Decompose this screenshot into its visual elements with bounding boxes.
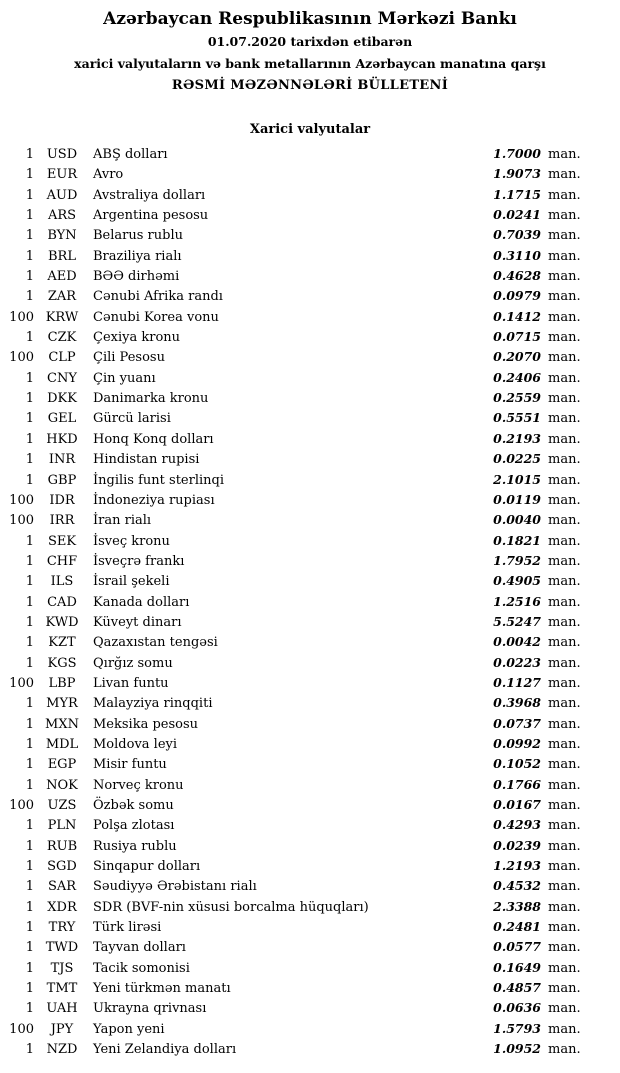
rate-value: 0.0225 <box>493 451 541 467</box>
currency-code: AED <box>47 269 77 285</box>
rate-value: 0.3110 <box>493 247 541 263</box>
currency-code: HKD <box>46 431 78 447</box>
currency-code: LBP <box>48 675 76 691</box>
quantity: 1 <box>25 879 34 895</box>
rate-value: 0.1766 <box>493 776 541 792</box>
quantity: 1 <box>25 655 34 671</box>
unit-label: man. <box>548 736 581 752</box>
unit-label: man. <box>548 187 581 203</box>
currency-code: INR <box>48 452 76 468</box>
unit-label: man. <box>548 696 581 712</box>
rate-value: 0.1052 <box>493 756 541 772</box>
unit-label: man. <box>548 1042 581 1058</box>
unit-label: man. <box>548 513 581 529</box>
bank-name: Azərbaycan Respublikasının Mərkəzi Bankı <box>103 9 517 29</box>
currency-code: ARS <box>47 208 77 224</box>
quantity: 1 <box>25 981 34 997</box>
rate-row <box>0 876 584 896</box>
unit-label: man. <box>548 574 581 590</box>
rate-row <box>0 653 584 673</box>
currency-name: İsveçrə frankı <box>93 553 185 569</box>
rate-row <box>0 144 584 164</box>
unit-label: man. <box>548 1001 581 1017</box>
currency-code: ILS <box>50 574 74 590</box>
currency-name: Kanada dolları <box>93 594 190 610</box>
currency-code: SEK <box>47 533 77 549</box>
rate-row <box>0 205 584 225</box>
rate-value: 1.7000 <box>493 146 541 161</box>
rate-value: 1.1715 <box>493 186 541 202</box>
rate-row <box>0 815 584 835</box>
rate-row <box>0 164 584 184</box>
currency-code: AUD <box>46 187 78 203</box>
currency-name: Tacik somonisi <box>93 960 190 976</box>
quantity: 1 <box>25 330 34 346</box>
unit-label: man. <box>548 614 581 630</box>
rate-value: 0.0241 <box>493 207 541 223</box>
quantity: 1 <box>25 431 34 447</box>
rate-value: 0.0577 <box>493 939 541 955</box>
currency-code: CAD <box>47 594 77 610</box>
currency-name: Yapon yeni <box>93 1021 165 1037</box>
rate-value: 0.4857 <box>493 980 541 996</box>
unit-label: man. <box>548 411 581 427</box>
effective-date-line: 01.07.2020 tarixdən etibarən <box>207 34 413 49</box>
quantity: 1 <box>25 228 34 244</box>
currency-name: BƏƏ dirhəmi <box>93 269 180 285</box>
rate-row <box>0 937 584 957</box>
quantity: 1 <box>25 1001 34 1017</box>
rate-row <box>0 510 584 530</box>
unit-label: man. <box>548 675 581 691</box>
rate-value: 0.1821 <box>493 532 541 548</box>
currency-code: CHF <box>46 553 78 569</box>
currency-code: KGS <box>47 655 77 671</box>
currency-code: TWD <box>45 940 79 956</box>
quantity: 100 <box>9 350 34 366</box>
unit-label: man. <box>548 350 581 366</box>
quantity: 1 <box>25 859 34 875</box>
rate-row <box>0 958 584 978</box>
quantity: 1 <box>25 452 34 468</box>
rate-row <box>0 734 584 754</box>
quantity: 1 <box>25 187 34 203</box>
currency-name: Ukrayna qrivnası <box>93 1001 207 1017</box>
rate-row <box>0 286 584 306</box>
rate-row <box>0 307 584 327</box>
rate-row <box>0 449 584 469</box>
unit-label: man. <box>548 920 581 936</box>
quantity: 1 <box>25 940 34 956</box>
unit-label: man. <box>548 452 581 468</box>
rate-row <box>0 551 584 571</box>
currency-code: USD <box>46 147 78 162</box>
currency-code: SGD <box>47 859 77 875</box>
rate-value: 0.1127 <box>493 674 541 690</box>
rate-value: 0.5551 <box>493 410 541 426</box>
rate-row <box>0 836 584 856</box>
unit-label: man. <box>548 940 581 956</box>
rate-value: 0.4532 <box>493 878 541 894</box>
currency-code: JPY <box>50 1021 74 1037</box>
rate-row <box>0 347 584 367</box>
unit-label: man. <box>548 981 581 997</box>
rate-value: 1.2516 <box>493 593 541 609</box>
quantity: 1 <box>25 1042 34 1058</box>
rate-value: 0.3968 <box>493 695 541 711</box>
rate-row <box>0 531 584 551</box>
quantity: 1 <box>25 960 34 976</box>
quantity: 1 <box>25 777 34 793</box>
currency-name: Danimarka kronu <box>93 391 209 407</box>
currency-name: ABŞ dolları <box>93 147 168 162</box>
rate-row <box>0 897 584 917</box>
unit-label: man. <box>548 289 581 305</box>
rate-row <box>0 917 584 937</box>
unit-label: man. <box>548 309 581 325</box>
quantity: 1 <box>25 716 34 732</box>
unit-label: man. <box>548 635 581 651</box>
rate-value: 0.2406 <box>493 369 541 385</box>
rate-value: 0.0239 <box>493 837 541 853</box>
currency-name: İran rialı <box>93 513 152 529</box>
currency-code: UZS <box>47 798 77 813</box>
quantity: 100 <box>9 309 34 325</box>
currency-name: Yeni türkmən manatı <box>93 981 231 997</box>
unit-label: man. <box>548 798 581 813</box>
unit-label: man. <box>548 879 581 895</box>
rate-row <box>0 714 584 734</box>
quantity: 100 <box>9 675 34 691</box>
rate-row <box>0 1019 584 1039</box>
rate-value: 2.3388 <box>493 898 541 914</box>
currency-name: Rusiya rublu <box>93 838 177 854</box>
rate-row <box>0 775 584 795</box>
rate-value: 0.4293 <box>493 817 541 833</box>
quantity: 1 <box>25 838 34 854</box>
rate-value: 0.2193 <box>493 430 541 446</box>
quantity: 1 <box>25 147 34 162</box>
currency-code: NZD <box>46 1042 78 1058</box>
rate-row <box>0 327 584 347</box>
rate-row <box>0 470 584 490</box>
rate-row <box>0 978 584 998</box>
currency-name: Polşa zlotası <box>93 818 175 834</box>
rate-row <box>0 266 584 286</box>
rate-value: 1.7952 <box>493 552 541 568</box>
rate-row <box>0 185 584 205</box>
quantity: 1 <box>25 370 34 386</box>
quantity: 100 <box>9 1021 34 1037</box>
currency-name: Küveyt dinarı <box>93 614 182 630</box>
unit-label: man. <box>548 553 581 569</box>
currency-name: Meksika pesosu <box>93 716 199 732</box>
rate-value: 0.0737 <box>493 715 541 731</box>
currency-code: KWD <box>45 614 79 630</box>
rate-row <box>0 795 584 815</box>
currency-code: TJS <box>50 960 74 976</box>
rate-value: 0.1412 <box>493 308 541 324</box>
currency-code: ZAR <box>47 289 77 305</box>
unit-label: man. <box>548 248 581 264</box>
currency-name: Özbək somu <box>93 798 174 813</box>
unit-label: man. <box>548 818 581 834</box>
quantity: 1 <box>25 553 34 569</box>
currency-code: BYN <box>47 228 77 244</box>
currency-name: Səudiyyə Ərəbistanı rialı <box>93 879 257 895</box>
rate-row <box>0 592 584 612</box>
bulletin-title: RƏSMİ MƏZƏNNƏLƏRİ BÜLLETENİ <box>171 78 449 93</box>
quantity: 100 <box>9 798 34 813</box>
currency-name: Malayziya rinqqiti <box>93 696 213 712</box>
currency-name: Qazaxıstan tengəsi <box>93 635 218 651</box>
currency-name: Avstraliya dolları <box>93 187 206 203</box>
currency-code: EGP <box>47 757 77 773</box>
currency-name: Hindistan rupisi <box>93 452 200 468</box>
currency-name: SDR (BVF-nin xüsusi borcalma hüquqları) <box>93 899 369 915</box>
quantity: 100 <box>9 492 34 508</box>
currency-code: UAH <box>46 1001 78 1017</box>
quantity: 1 <box>25 411 34 427</box>
currency-name: Çexiya kronu <box>93 330 181 346</box>
unit-label: man. <box>548 655 581 671</box>
quantity: 1 <box>25 736 34 752</box>
rate-row <box>0 612 584 632</box>
rate-value: 1.2193 <box>493 858 541 874</box>
quantity: 1 <box>25 472 34 488</box>
currency-code: NOK <box>46 777 78 793</box>
currency-name: Türk lirəsi <box>93 920 162 936</box>
unit-label: man. <box>548 269 581 285</box>
unit-label: man. <box>548 777 581 793</box>
currency-name: İsrail şekeli <box>93 574 170 590</box>
rate-value: 2.1015 <box>493 471 541 487</box>
rate-value: 0.0992 <box>493 735 541 751</box>
currency-code: KRW <box>45 309 79 325</box>
unit-label: man. <box>548 899 581 915</box>
quantity: 1 <box>25 269 34 285</box>
currency-name: Tayvan dolları <box>93 940 186 956</box>
currency-code: PLN <box>47 818 77 834</box>
rate-value: 0.0167 <box>493 797 541 812</box>
section-title: Xarici valyutalar <box>249 122 371 137</box>
quantity: 1 <box>25 635 34 651</box>
currency-code: CLP <box>48 350 76 366</box>
currency-code: MDL <box>45 736 79 752</box>
rate-row <box>0 571 584 591</box>
currency-name: Misir funtu <box>93 757 167 773</box>
quantity: 1 <box>25 533 34 549</box>
rate-value: 0.2070 <box>493 349 541 365</box>
unit-label: man. <box>548 228 581 244</box>
rate-row <box>0 388 584 408</box>
rate-value: 0.0636 <box>493 1000 541 1016</box>
scope-line: xarici valyutaların və bank metallarının Azərbaycan manatına qarşı <box>74 56 546 71</box>
currency-code: GEL <box>47 411 77 427</box>
rate-row <box>0 429 584 449</box>
rate-value: 5.5247 <box>493 613 541 629</box>
currency-code: TRY <box>48 920 76 936</box>
rate-row <box>0 246 584 266</box>
quantity: 1 <box>25 696 34 712</box>
quantity: 1 <box>25 899 34 915</box>
rate-row <box>0 693 584 713</box>
currency-code: MYR <box>46 696 78 712</box>
currency-code: SAR <box>47 879 77 895</box>
currency-name: Argentina pesosu <box>93 208 209 224</box>
currency-name: Livan funtu <box>93 675 169 691</box>
currency-name: Çili Pesosu <box>93 350 165 366</box>
currency-code: DKK <box>47 391 77 407</box>
quantity: 1 <box>25 920 34 936</box>
unit-label: man. <box>548 167 581 183</box>
currency-name: Gürcü larisi <box>93 411 171 427</box>
unit-label: man. <box>548 757 581 773</box>
currency-code: MXN <box>45 716 79 732</box>
rate-row <box>0 408 584 428</box>
unit-label: man. <box>548 208 581 224</box>
rate-value: 0.0715 <box>493 329 541 345</box>
unit-label: man. <box>548 370 581 386</box>
unit-label: man. <box>548 391 581 407</box>
rate-row <box>0 368 584 388</box>
quantity: 1 <box>25 248 34 264</box>
currency-code: IRR <box>49 513 75 529</box>
rate-row <box>0 632 584 652</box>
unit-label: man. <box>548 960 581 976</box>
rate-value: 0.0119 <box>493 491 541 507</box>
currency-code: CZK <box>47 330 77 346</box>
quantity: 1 <box>25 818 34 834</box>
currency-code: KZT <box>48 635 76 651</box>
currency-name: Norveç kronu <box>93 777 184 793</box>
unit-label: man. <box>548 716 581 732</box>
currency-name: İsveç kronu <box>93 533 170 549</box>
unit-label: man. <box>548 533 581 549</box>
unit-label: man. <box>548 431 581 447</box>
currency-name: Çin yuanı <box>93 370 156 386</box>
currency-code: CNY <box>47 370 77 386</box>
rate-row <box>0 225 584 245</box>
rate-value: 0.0042 <box>493 634 541 650</box>
unit-label: man. <box>548 859 581 875</box>
rate-value: 0.0223 <box>493 654 541 670</box>
rate-value: 0.7039 <box>493 227 541 243</box>
currency-name: Cənubi Korea vonu <box>93 309 219 325</box>
quantity: 1 <box>25 574 34 590</box>
currency-code: EUR <box>46 167 78 183</box>
currency-name: Yeni Zelandiya dolları <box>93 1042 237 1058</box>
currency-name: İngilis funt sterlinqi <box>93 472 224 488</box>
quantity: 100 <box>9 513 34 529</box>
quantity: 1 <box>25 594 34 610</box>
rate-value: 0.2559 <box>493 390 541 406</box>
rate-row <box>0 754 584 774</box>
quantity: 1 <box>25 614 34 630</box>
rate-value: 0.4628 <box>493 268 541 284</box>
currency-name: Sinqapur dolları <box>93 859 201 875</box>
rate-value: 0.0979 <box>493 288 541 304</box>
rate-value: 1.0952 <box>493 1041 541 1057</box>
rate-row <box>0 998 584 1018</box>
unit-label: man. <box>548 147 581 162</box>
currency-name: Honq Konq dolları <box>93 431 214 447</box>
unit-label: man. <box>548 1021 581 1037</box>
currency-code: IDR <box>49 492 75 508</box>
currency-code: RUB <box>46 838 78 854</box>
currency-name: Moldova leyi <box>93 736 178 752</box>
currency-name: Qırğız somu <box>93 655 173 671</box>
quantity: 1 <box>25 757 34 773</box>
unit-label: man. <box>548 472 581 488</box>
currency-name: Avro <box>93 167 124 183</box>
currency-name: Braziliya rialı <box>93 248 182 264</box>
rate-row <box>0 1039 584 1059</box>
rate-value: 0.1649 <box>493 959 541 975</box>
bulletin-header <box>0 0 620 97</box>
currency-code: BRL <box>48 248 76 264</box>
unit-label: man. <box>548 838 581 854</box>
rate-row <box>0 856 584 876</box>
quantity: 1 <box>25 289 34 305</box>
unit-label: man. <box>548 492 581 508</box>
rate-row <box>0 490 584 510</box>
currency-name: Cənubi Afrika randı <box>93 289 223 305</box>
currency-name: Belarus rublu <box>93 228 183 244</box>
rate-value: 1.5793 <box>493 1020 541 1036</box>
quantity: 1 <box>25 208 34 224</box>
unit-label: man. <box>548 594 581 610</box>
quantity: 1 <box>25 391 34 407</box>
currency-code: GBP <box>47 472 77 488</box>
rate-row <box>0 673 584 693</box>
currency-code: TMT <box>46 981 78 997</box>
rate-value: 0.4905 <box>493 573 541 589</box>
rate-value: 0.0040 <box>493 512 541 528</box>
currency-name: İndoneziya rupiası <box>93 492 215 508</box>
rate-value: 1.9073 <box>493 166 541 182</box>
rate-value: 0.2481 <box>493 919 541 935</box>
rates-table <box>0 144 620 1059</box>
unit-label: man. <box>548 330 581 346</box>
quantity: 1 <box>25 167 34 183</box>
currency-code: XDR <box>47 899 77 915</box>
